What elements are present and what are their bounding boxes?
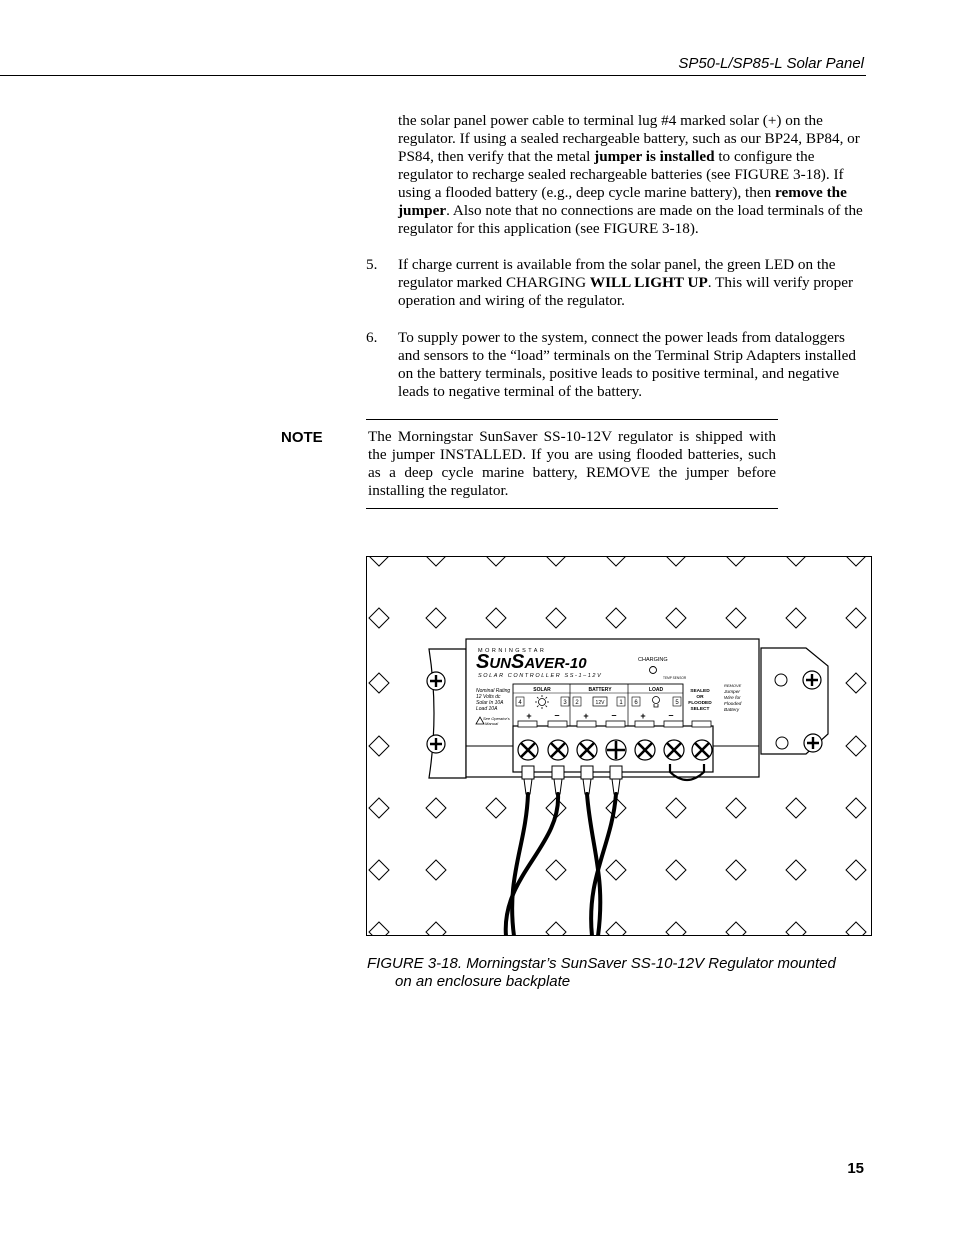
battery-group-label: BATTERY bbox=[588, 687, 612, 693]
regulator-illustration bbox=[366, 556, 872, 936]
terminal-screw-select bbox=[692, 740, 712, 760]
manual-line-1: See Operator's bbox=[483, 716, 510, 721]
bracket-hole-top bbox=[775, 674, 787, 686]
select-line-1: SEALED bbox=[690, 689, 710, 694]
bracket-hole-bottom bbox=[776, 737, 788, 749]
intro-text-3: . Also note that no connections are made on the load terminals of the regulator for this application (see FIGURE 3-18). bbox=[398, 202, 863, 237]
svg-text:–: – bbox=[668, 710, 674, 720]
terminal-number-3: 3 bbox=[563, 700, 567, 706]
intro-bold-1: jumper is installed bbox=[594, 148, 715, 165]
rating-line-2: 12 Volts dc bbox=[476, 694, 501, 700]
left-mounting-bracket bbox=[429, 649, 466, 778]
note-label: NOTE bbox=[281, 429, 323, 446]
step-5-bold: WILL LIGHT UP bbox=[589, 274, 708, 291]
select-line-4: SELECT bbox=[690, 707, 710, 712]
load-group-label: LOAD bbox=[648, 687, 664, 693]
step-5-number: 5. bbox=[366, 256, 378, 273]
step-5-text-1: If charge current is available from the solar panel, the green LED on the regulator marked CHARGING bbox=[398, 256, 836, 291]
svg-text:+: + bbox=[526, 711, 532, 721]
solar-group-label: SOLAR bbox=[533, 687, 551, 693]
caption-line-2: on an enclosure backplate bbox=[395, 973, 571, 990]
terminal-screw-solar-negative bbox=[548, 740, 568, 760]
step-6-number: 6. bbox=[366, 329, 378, 346]
product-subtitle: SOLAR CONTROLLER SS-1–12V bbox=[478, 673, 603, 679]
remove-line-4: Flooded bbox=[724, 702, 742, 707]
mount-screw-bottom-right bbox=[804, 734, 822, 752]
charging-led bbox=[650, 667, 657, 674]
svg-text:–: – bbox=[611, 710, 617, 720]
temp-sensor-label: TEMP SENSOR bbox=[663, 676, 687, 680]
intro-paragraph bbox=[398, 112, 864, 238]
rating-line-3: Solar In 10A bbox=[476, 700, 504, 706]
terminal-number-4: 4 bbox=[518, 700, 522, 706]
manual-line-2: Manual bbox=[485, 721, 499, 726]
terminal-screw-battery-positive bbox=[577, 740, 597, 760]
remove-line-1: REMOVE bbox=[724, 683, 742, 688]
step-6-text: To supply power to the system, connect the power leads from dataloggers and sensors to the “load” terminals on the Terminal Strip Adapters installed on the battery terminals, positive leads to positive terminal, and negative leads to negative terminal of the battery. bbox=[398, 329, 856, 400]
intro-bold-2: remove the jumper bbox=[398, 184, 847, 219]
terminal-screw-battery-negative bbox=[606, 740, 626, 760]
terminal-number-2: 2 bbox=[575, 700, 579, 706]
select-line-3: FLOODED bbox=[688, 701, 712, 706]
battery-voltage-label: 12V bbox=[595, 700, 605, 706]
mount-screw-bottom-left bbox=[427, 735, 445, 753]
terminal-screw-load-positive bbox=[635, 740, 655, 760]
mount-screw-top-right bbox=[803, 671, 821, 689]
rating-line-4: Load 10A bbox=[476, 706, 498, 712]
header-rule bbox=[0, 75, 866, 76]
svg-text:+: + bbox=[583, 711, 589, 721]
product-name-s1: S bbox=[476, 651, 490, 673]
product-name bbox=[476, 651, 587, 673]
intro-text-1: the solar panel power cable to terminal lug #4 marked solar (+) on the regulator. If using a sealed rechargeable battery, such as our BP24, BP84, or PS84, then verify that the metal bbox=[398, 112, 860, 165]
caption-line-1: FIGURE 3-18. Morningstar’s SunSaver SS-10-12V Regulator mounted bbox=[367, 955, 836, 972]
terminal-screw-load-negative bbox=[664, 740, 684, 760]
select-line-2: OR bbox=[696, 695, 704, 700]
note-bottom-rule bbox=[366, 508, 778, 509]
charging-label: CHARGING bbox=[638, 657, 668, 663]
remove-line-5: Battery bbox=[724, 708, 740, 713]
svg-text:–: – bbox=[554, 710, 560, 720]
step-5-text bbox=[398, 256, 864, 310]
step-5-text-2: . This will verify proper operation and wiring of the regulator. bbox=[398, 274, 854, 309]
product-name-s2: S bbox=[511, 651, 525, 673]
mount-screw-top-left bbox=[427, 672, 445, 690]
rating-line-1: Nominal Rating bbox=[476, 688, 511, 694]
note-top-rule bbox=[366, 419, 778, 420]
remove-line-2: Jumper bbox=[724, 690, 740, 695]
terminal-number-6: 6 bbox=[634, 700, 638, 706]
remove-line-3: Wire for bbox=[724, 696, 741, 701]
terminal-screw-solar-positive bbox=[518, 740, 538, 760]
terminal-number-5: 5 bbox=[675, 700, 679, 706]
note-text: The Morningstar SunSaver SS-10-12V regulator is shipped with the jumper INSTALLED. If you are using flooded batteries, such as a deep cycle marine battery, REMOVE the jumper before installing the regulator. bbox=[368, 428, 776, 499]
svg-text:+: + bbox=[640, 711, 646, 721]
page-number: 15 bbox=[847, 1160, 864, 1177]
product-name-aver: AVER-10 bbox=[524, 655, 587, 672]
running-header-title: SP50-L/SP85-L Solar Panel bbox=[678, 55, 864, 72]
product-name-un: UN bbox=[489, 655, 512, 672]
remove-jumper-note bbox=[723, 683, 742, 713]
figure-caption bbox=[367, 955, 867, 991]
brand-name: MORNINGSTAR bbox=[478, 648, 547, 654]
regulator-figure bbox=[366, 556, 872, 936]
terminal-number-1: 1 bbox=[619, 700, 623, 706]
intro-text-2: to configure the regulator to recharge sealed rechargeable batteries (see FIGURE 3-18). If using a flooded battery (e.g., deep cycle marine battery), then bbox=[398, 148, 844, 201]
